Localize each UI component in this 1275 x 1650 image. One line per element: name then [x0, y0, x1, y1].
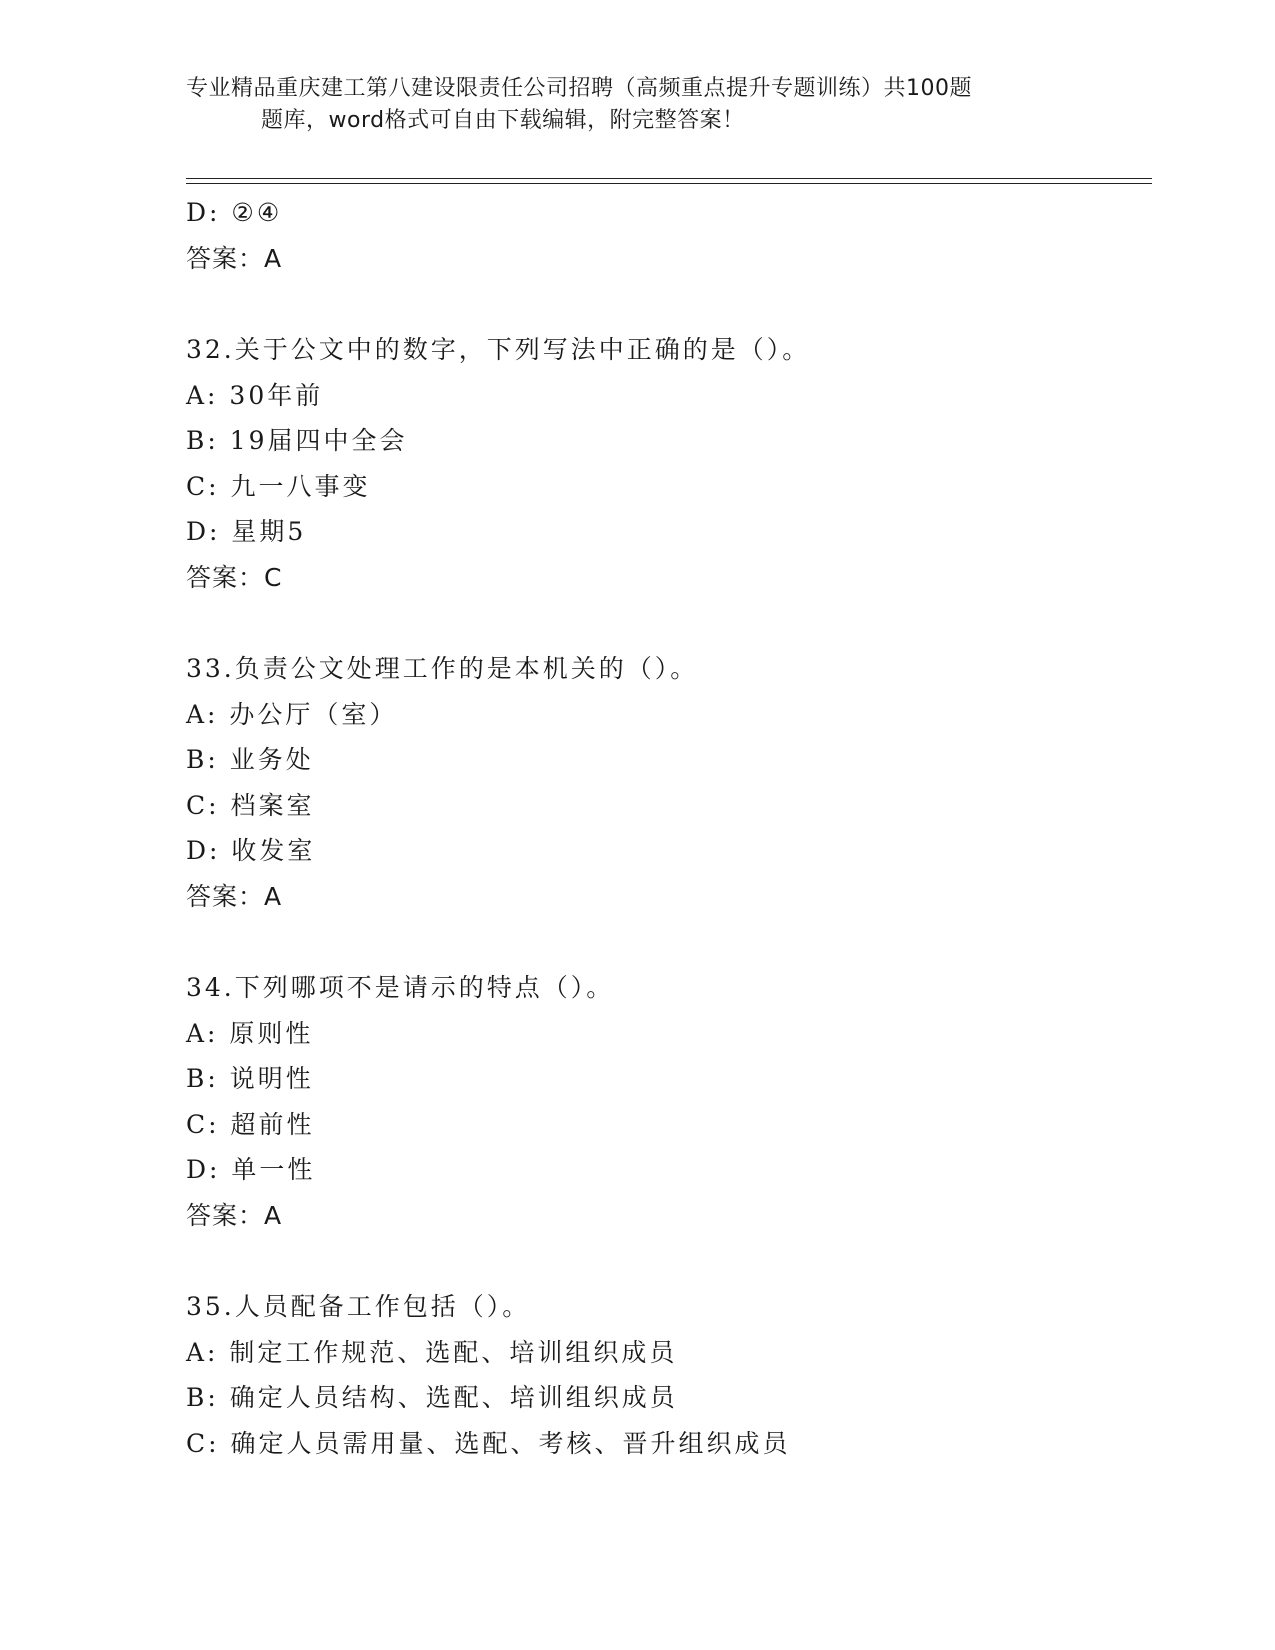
question-stem: 33.负责公文处理工作的是本机关的（）。: [186, 654, 699, 683]
option-d: D: 单一性: [186, 1155, 316, 1184]
question-stem: 34.下列哪项不是请示的特点（）。: [186, 973, 615, 1002]
header-divider-top: [186, 178, 1152, 179]
answer-line: 答案：A: [186, 881, 283, 911]
option-a: A: 办公厅（室）: [186, 699, 398, 729]
option-b: B: 确定人员结构、选配、培训组织成员: [186, 1383, 678, 1412]
option-c: C: 超前性: [186, 1109, 315, 1139]
question-35: [186, 1284, 1152, 1466]
spacer: [186, 919, 1152, 965]
option-d: D: 收发室: [186, 836, 316, 865]
question-stem: 35.人员配备工作包括（）。: [186, 1292, 531, 1321]
header-title-line-1: 专业精品重庆建工第八建设限责任公司招聘（高频重点提升专题训练）共100题: [186, 76, 972, 101]
header-title-line-2: 题库，word格式可自由下载编辑，附完整答案！: [261, 108, 745, 133]
question-33: [186, 646, 1152, 919]
option-c: C: 档案室: [186, 790, 315, 820]
option-c: C: 确定人员需用量、选配、考核、晋升组织成员: [186, 1428, 791, 1458]
question-32: [186, 327, 1152, 600]
spacer: [186, 600, 1152, 646]
document-header: [186, 73, 1066, 137]
option-d: D: ②④: [186, 198, 283, 227]
answer-line: 答案：A: [186, 243, 283, 273]
answer-line: 答案：C: [186, 562, 283, 592]
header-divider-bottom: [186, 183, 1152, 184]
option-a: A: 30年前: [186, 380, 324, 410]
option-b: B: 业务处: [186, 745, 314, 774]
option-a: A: 原则性: [186, 1018, 314, 1048]
option-a: A: 制定工作规范、选配、培训组织成员: [186, 1337, 678, 1367]
answer-line: 答案：A: [186, 1200, 283, 1230]
spacer: [186, 281, 1152, 327]
option-b: B: 19届四中全会: [186, 426, 408, 455]
question-stem: 32.关于公文中的数字，下列写法中正确的是（）。: [186, 335, 811, 364]
question-34: [186, 965, 1152, 1238]
spacer: [186, 1238, 1152, 1284]
option-b: B: 说明性: [186, 1064, 314, 1093]
question-list: [186, 190, 1152, 1466]
option-c: C: 九一八事变: [186, 471, 371, 501]
option-d: D: 星期5: [186, 517, 307, 546]
